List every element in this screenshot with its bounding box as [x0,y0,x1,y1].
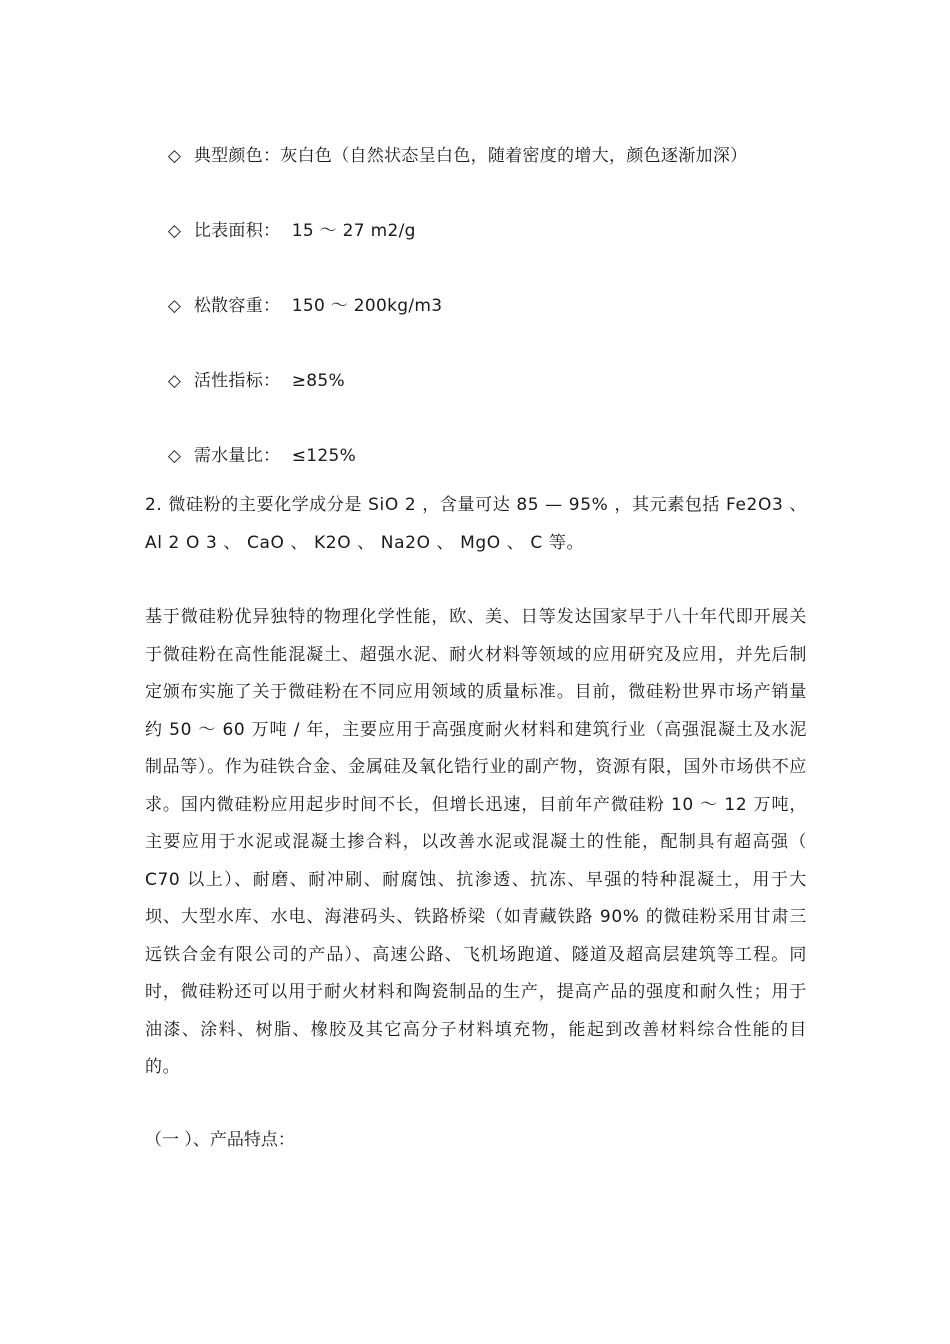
property-text: 典型颜色：灰白色（自然状态呈白色，随着密度的增大，颜色逐渐加深） [193,146,748,166]
chemistry-paragraph: 2. 微硅粉的主要化学成分是 SiO 2 ，含量可达 85 — 95% ，其元素包括 Fe2O3 、 Al 2 O 3 、 CaO 、 K2O 、 Na2O 、 MgO 、 C 等。 [145,495,807,553]
property-text: 需水量比： ≤125% [193,446,357,466]
property-activity-index [145,345,345,417]
diamond-bullet-icon: ◇ [167,371,182,391]
property-water-demand [145,420,356,492]
application-paragraph: 基于微硅粉优异独特的物理化学性能，欧、美、日等发达国家早于八十年代即开展关于微硅粉在高性能混凝土、超强水泥、耐火材料等领域的应用研究及应用，并先后制定颁布实施了关于微硅粉在不同应用领域的质量标准。目前，微硅粉世界市场产销量约 50 ～ 60 万吨 / 年，主要应用于高强度耐火材料和建筑行业（高强混凝土及水泥制品等）。作为硅铁合金、金属硅及氧化锆行业的副产物，资源有限，国外市场供不应求。国内微硅粉应用起步时间不长，但增长迅速，目前年产微硅粉 10 ～ 12 万吨，主要应用于水泥或混凝土掺合料，以改善水泥或混凝土的性能，配制具有超高强（ C70 以上）、耐磨、耐冲刷、耐腐蚀、抗渗透、抗冻、早强的特种混凝土，用于大坝、大型水库、水电、海港码头、铁路桥梁（如青藏铁路 90% 的微硅粉采用甘肃三远铁合金有限公司的产品）、高速公路、飞机场跑道、隧道及超高层建筑等工程。同时，微硅粉还可以用于耐火材料和陶瓷制品的生产，提高产品的强度和耐久性；用于油漆、涂料、树脂、橡胶及其它高分子材料填充物，能起到改善材料综合性能的目的。 [145,607,807,1077]
property-bulk-density [145,270,442,342]
diamond-bullet-icon: ◇ [167,446,182,466]
property-text: 比表面积： 15 ～ 27 m2/g [193,221,416,241]
property-typical-color [145,120,747,192]
property-specific-surface [145,195,416,267]
diamond-bullet-icon: ◇ [167,221,182,241]
diamond-bullet-icon: ◇ [167,146,182,166]
diamond-bullet-icon: ◇ [167,296,182,316]
property-text: 松散容重： 150 ～ 200kg/m3 [193,296,443,316]
section-heading: （一 ）、产品特点： [145,1130,295,1150]
property-text: 活性指标： ≥85% [193,371,345,391]
